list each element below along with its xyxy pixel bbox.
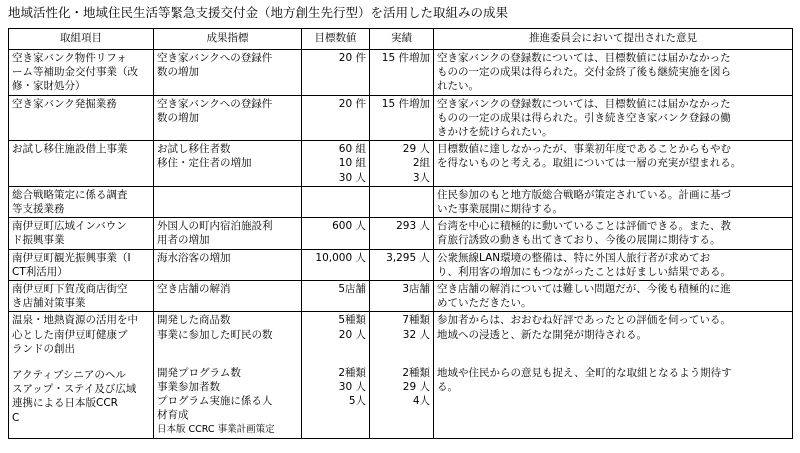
cell-actual: 293 人 bbox=[370, 218, 434, 249]
cell-opinion: 空き店舗の解消については難しい問題だが、今後も積極的に進 めていただきたい。 bbox=[434, 281, 793, 312]
cell-item: 南伊豆町広域インバウン ド振興事業 bbox=[9, 218, 154, 249]
cell-target: 5種類 20 人 2種類 30 人 5人 bbox=[302, 312, 370, 438]
cell-indicator: 空き家バンクへの登録件 数の増加 bbox=[154, 50, 302, 96]
cell-indicator: 空き店舗の解消 bbox=[154, 281, 302, 312]
cell-indicator: 空き家バンクへの登録件 数の増加 bbox=[154, 95, 302, 141]
cell-opinion: 空き家バンクの登録数については、目標数値には届かなかった ものの一定の成果は得られた。引き続き空き家バンク登録の働 きかけを続けられたい。 bbox=[434, 95, 793, 141]
header-target: 目標数値 bbox=[302, 29, 370, 50]
cell-actual: 29 人 2組 3人 bbox=[370, 141, 434, 187]
cell-item: お試し移住施設借上事業 bbox=[9, 141, 154, 187]
results-table bbox=[8, 28, 793, 439]
header-actual: 実績 bbox=[370, 29, 434, 50]
cell-indicator: 開発した商品数 事業に参加した町民の数 開発プログラム数 事業参加者数 プログラム実施に係る人 材育成 日本版 CCRC 事業計画策定 bbox=[154, 312, 302, 438]
table-row bbox=[9, 249, 793, 280]
table-row bbox=[9, 281, 793, 312]
header-item: 取組項目 bbox=[9, 29, 154, 50]
cell-item: 温泉・地熱資源の活用を中 心とした南伊豆町健康ブ ランドの創出 アクティブシニアのヘル スアップ・ステイ及び広域 連携による日本版CCR C bbox=[9, 312, 154, 438]
cell-indicator: お試し移住者数 移住・定住者の増加 bbox=[154, 141, 302, 187]
cell-opinion: 台湾を中心に積極的に動いていることは評価できる。また、教 育旅行誘致の動きも出てきており、今後の展開に期待する。 bbox=[434, 218, 793, 249]
cell-target: 5店舗 bbox=[302, 281, 370, 312]
table-row bbox=[9, 186, 793, 217]
cell-opinion: 住民参加のもと地方版総合戦略が策定されている。計画に基づ いた事業展開に期待する。 bbox=[434, 186, 793, 217]
cell-item: 総合戦略策定に係る調査 等支援業務 bbox=[9, 186, 154, 217]
cell-actual: 3,295 人 bbox=[370, 249, 434, 280]
cell-actual bbox=[370, 186, 434, 217]
table-row bbox=[9, 218, 793, 249]
table-row bbox=[9, 141, 793, 187]
table-row bbox=[9, 312, 793, 438]
cell-target: 600 人 bbox=[302, 218, 370, 249]
cell-actual: 7種類 32 人 2種類 29 人 4人 bbox=[370, 312, 434, 438]
cell-target: 60 組 10 組 30 人 bbox=[302, 141, 370, 187]
table-header-row bbox=[9, 29, 793, 50]
document-title: 地域活性化・地域住民生活等緊急支援交付金（地方創生先行型）を活用した取組みの成果 bbox=[8, 5, 509, 20]
cell-item: 南伊豆町下賀茂商店街空 き店舗対策事業 bbox=[9, 281, 154, 312]
header-opinion: 推進委員会において提出された意見 bbox=[434, 29, 793, 50]
header-indicator: 成果指標 bbox=[154, 29, 302, 50]
cell-target: 20 件 bbox=[302, 50, 370, 96]
table-row bbox=[9, 95, 793, 141]
cell-item: 空き家バンク物件リフォ ーム等補助金交付事業（改 修・家財処分） bbox=[9, 50, 154, 96]
cell-item: 南伊豆町観光振興事業（I CT利活用） bbox=[9, 249, 154, 280]
cell-target bbox=[302, 186, 370, 217]
cell-indicator bbox=[154, 186, 302, 217]
cell-target: 10,000 人 bbox=[302, 249, 370, 280]
cell-target: 20 件 bbox=[302, 95, 370, 141]
cell-actual: 15 件増加 bbox=[370, 50, 434, 96]
cell-actual: 15 件増加 bbox=[370, 95, 434, 141]
cell-indicator: 外国人の町内宿泊施設利 用者の増加 bbox=[154, 218, 302, 249]
cell-indicator: 海水浴客の増加 bbox=[154, 249, 302, 280]
table-row bbox=[9, 50, 793, 96]
cell-actual: 3店舗 bbox=[370, 281, 434, 312]
cell-opinion: 空き家バンクの登録数については、目標数値には届かなかった ものの一定の成果は得られた。交付金終了後も継続実施を図ら れたい。 bbox=[434, 50, 793, 96]
cell-item: 空き家バンク発掘業務 bbox=[9, 95, 154, 141]
cell-opinion: 公衆無線LAN環境の整備は、特に外国人旅行者が求めてお り、利用客の増加にもつながったことは好ましい結果である。 bbox=[434, 249, 793, 280]
cell-opinion: 参加者からは、おおむね好評であったとの評価を伺っている。 地域への浸透と、新たな開発が期待される。 地域や住民からの意見も捉え、全町的な取組となるよう期待す る。 bbox=[434, 312, 793, 438]
cell-opinion: 目標数値に達しなかったが、事業初年度であることからもやむ を得ないものと考える。取組については一層の充実が望まれる。 bbox=[434, 141, 793, 187]
